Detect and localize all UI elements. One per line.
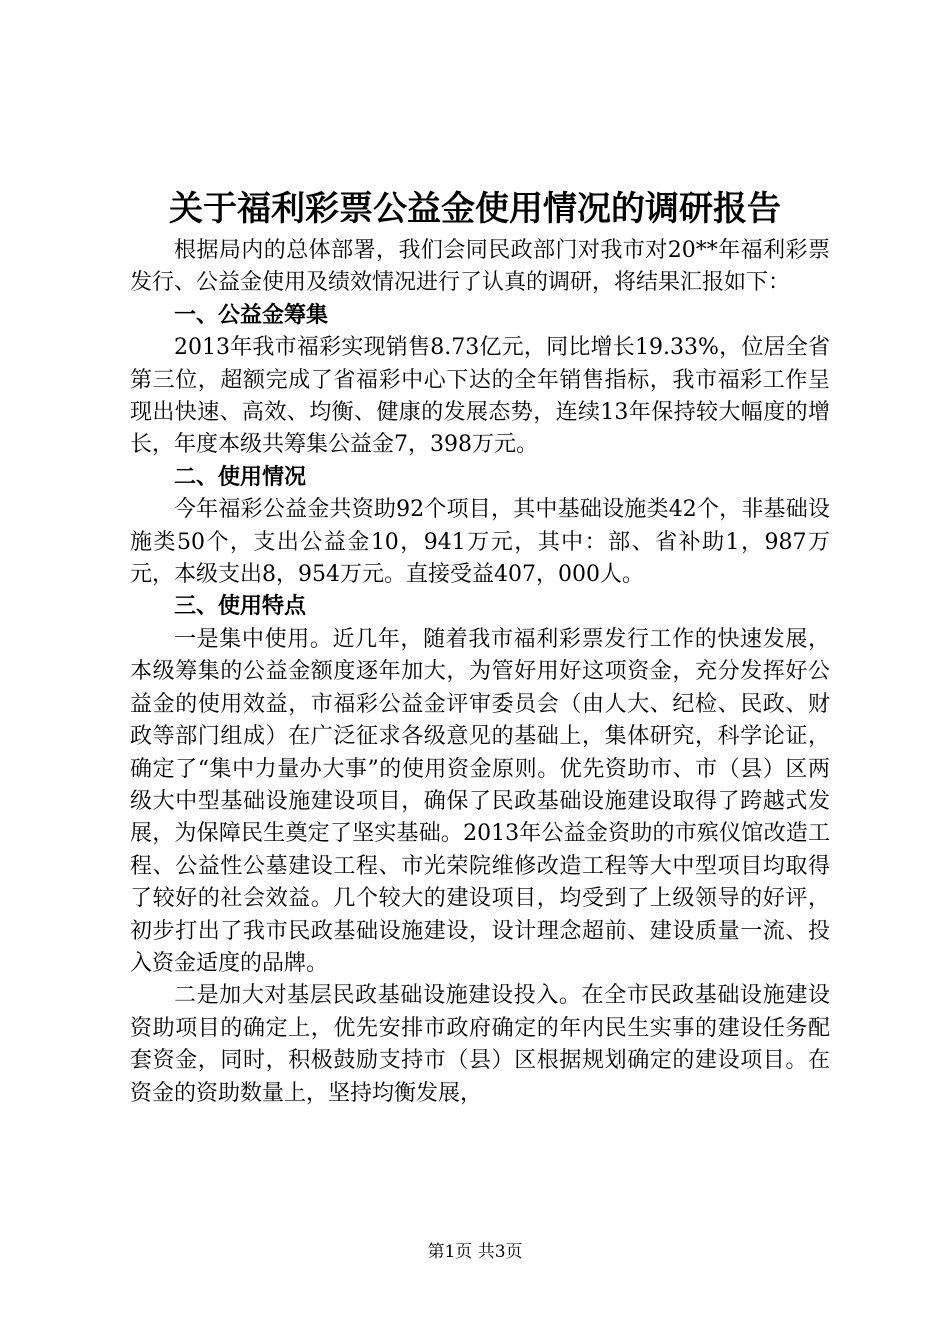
- fundraising-paragraph: 2013年我市福彩实现销售8.73亿元，同比增长19.33%，位居全省第三位，超额完成了省福彩中心下达的全年销售指标，我市福彩工作呈现出快速、高效、均衡、健康的发展态势，连续13年保持较大幅度的增长，年度本级共筹集公益金7，398万元。: [130, 335, 830, 458]
- feature-paragraph-grassroots: 二是加大对基层民政基础设施建设投入。在全市民政基础设施建设资助项目的确定上，优先安排市政府确定的年内民生实事的建设任务配套资金，同时，积极鼓励支持市（县）区根据规划确定的建设项目。在资金的资助数量上，坚持均衡发展，: [130, 983, 830, 1106]
- intro-paragraph: 根据局内的总体部署，我们会同民政部门对我市对20**年福利彩票发行、公益金使用及绩效情况进行了认真的调研，将结果汇报如下：: [130, 238, 830, 296]
- section-heading-features: 三、使用特点: [174, 594, 307, 620]
- section-heading-fundraising: 一、公益金筹集: [174, 302, 329, 328]
- document-body: [130, 235, 830, 1110]
- feature-paragraph-centralized: 一是集中使用。近几年，随着我市福利彩票发行工作的快速发展，本级筹集的公益金额度逐年加大，为管好用好这项资金，充分发挥好公益金的使用效益，市福彩公益金评审委员会（由人大、纪检、民政、财政等部门组成）在广泛征求各级意见的基础上，集体研究，科学论证，确定了“集中力量办大事”的使用资金原则。优先资助市、市（县）区两级大中型基础设施建设项目，确保了民政基础设施建设取得了跨越式发展，为保障民生奠定了坚实基础。2013年公益金资助的市殡仪馆改造工程、公益性公墓建设工程、市光荣院维修改造工程等大中型项目均取得了较好的社会效益。几个较大的建设项目，均受到了上级领导的好评，初步打出了我市民政基础设施建设，设计理念超前、建设质量一流、投入资金适度的品牌。: [130, 626, 830, 976]
- usage-paragraph: 今年福彩公益金共资助92个项目，其中基础设施类42个，非基础设施类50个，支出公益金10，941万元，其中：部、省补助1，987万元，本级支出8，954万元。直接受益407，000人。: [130, 497, 830, 588]
- page-number-footer: 第1页 共3页: [427, 1242, 523, 1262]
- document-title: 关于福利彩票公益金使用情况的调研报告: [169, 189, 781, 229]
- section-heading-usage: 二、使用情况: [174, 464, 307, 490]
